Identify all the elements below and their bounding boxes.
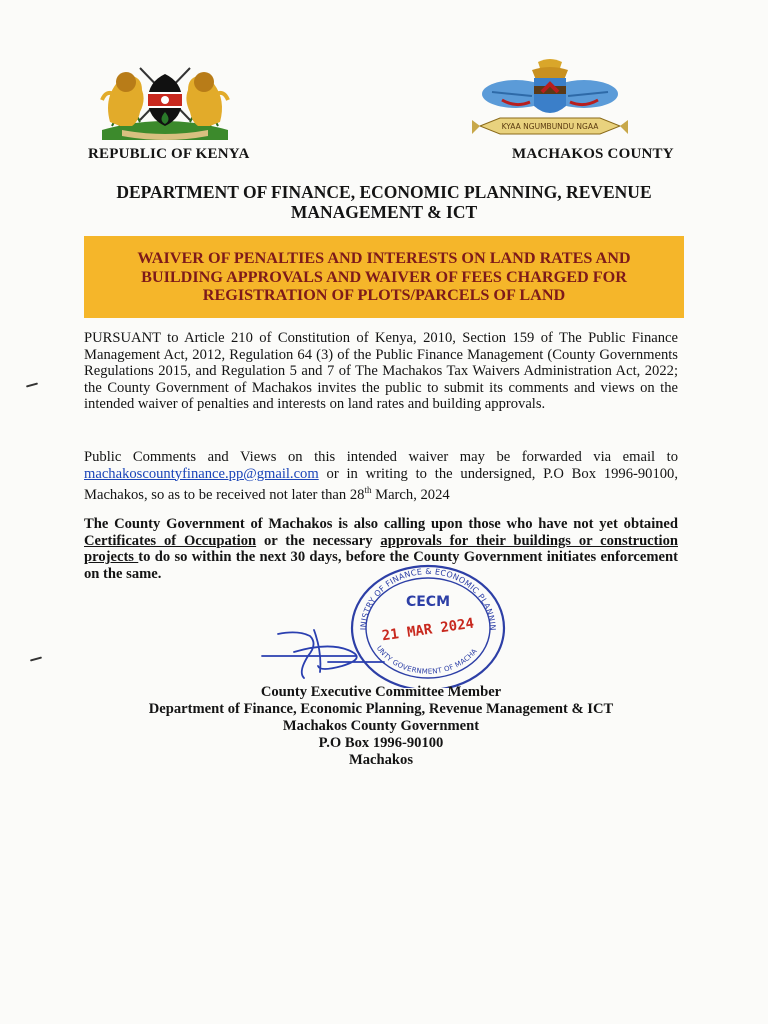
signatory-government: Machakos County Government	[282, 718, 480, 734]
signatory-town: Machakos	[348, 752, 414, 768]
comments-text-end: March, 2024	[371, 487, 450, 504]
scan-mark	[30, 656, 42, 661]
department-heading: DEPARTMENT OF FINANCE, ECONOMIC PLANNING, REVENUE MANAGEMENT & ICT	[116, 182, 652, 222]
stamp-bottom-text: UNTY GOVERNMENT OF MACHA	[374, 644, 479, 676]
stamp-date: 21 MAR 2024	[380, 615, 476, 645]
enforcement-text-b: or the necessary	[256, 532, 381, 549]
signature-scribble-icon	[258, 622, 388, 680]
notice-banner	[84, 236, 684, 318]
signatory-title: County Executive Committee Member	[260, 684, 502, 700]
date-ordinal-suffix: th	[364, 485, 372, 496]
kenya-coat-of-arms-icon	[92, 60, 238, 142]
signatory-department: Department of Finance, Economic Planning, Revenue Management & ICT	[148, 701, 614, 717]
machakos-county-emblem-icon	[472, 56, 628, 146]
signatory-po-box: P.O Box 1996-90100	[318, 735, 444, 751]
certificates-of-occupation: Certificates of Occupation	[84, 532, 257, 549]
enforcement-text-a: The County Government of Machakos is also calling upon those who have not yet obtained	[84, 516, 678, 532]
republic-of-kenya-label: REPUBLIC OF KENYA	[88, 146, 250, 162]
comments-text-middle: or in writing to the undersigned, P.O Box 1996-90100, Machakos, so as to be received not later than 28	[84, 465, 678, 504]
building-approvals-text: approvals for their buildings or construction projects	[84, 532, 678, 566]
notice-title: WAIVER OF PENALTIES AND INTERESTS ON LAND RATES AND BUILDING APPROVALS AND WAIVER OF FEES CHARGED FOR REGISTRATION OF PLOTS/PARCELS OF LAND	[137, 249, 631, 305]
email-link[interactable]: machakoscountyfinance.pp@gmail.com	[84, 465, 319, 482]
stamp-ring-text: INISTRY OF FINANCE & ECONOMIC PLANNIN	[358, 566, 498, 632]
enforcement-text-c: to do so within the next 30 days, before the County Government initiates enforcement on the same.	[84, 549, 678, 582]
machakos-county-label: MACHAKOS COUNTY	[512, 146, 674, 162]
emblem-motto: KYAA NGUMBUNDU NGAA	[501, 122, 599, 131]
comments-text: Public Comments and Views on this intended waiver may be forwarded via email to	[84, 449, 678, 465]
comments-paragraph	[84, 449, 678, 504]
scan-mark	[26, 382, 38, 387]
stamp-title: CECM	[405, 594, 451, 610]
pursuant-paragraph: PURSUANT to Article 210 of Constitution of Kenya, 2010, Section 159 of The Public Finance Management Act, 2012, Regulation 64 (3) of the Public Finance Management (County Governments Regulations 2015, and Regulation 5 and 7 of The Machakos Tax Waivers Administration Act, 2022; the County Government of Machakos invites the public to submit its comments and views on the intended waiver of penalties and interests on land rates and building approvals.	[84, 330, 678, 413]
